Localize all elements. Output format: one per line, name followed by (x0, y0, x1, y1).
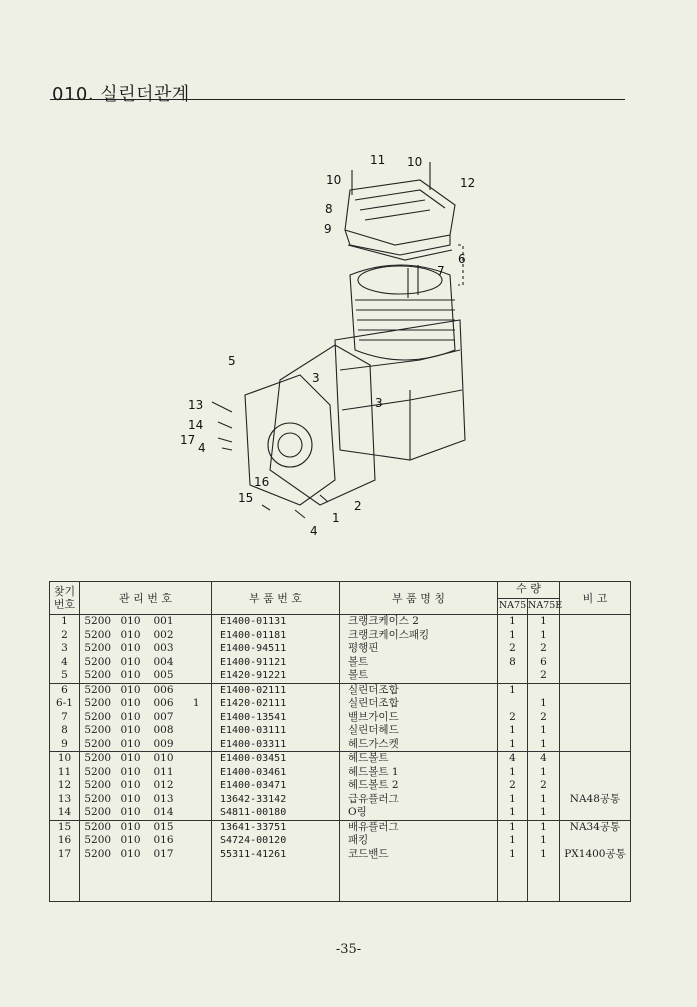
row-part-no: E1400-03451 (220, 753, 287, 764)
row-mgmt-4 (182, 724, 212, 738)
exploded-view-diagram (170, 150, 490, 540)
row-qty-na75: 1 (509, 737, 516, 750)
row-find-no: 11 (57, 765, 72, 778)
row-qty-na75e: 6 (540, 655, 547, 668)
row-mgmt-3-column (146, 683, 182, 752)
row-find-no-column (50, 683, 80, 752)
callout-17: 17 (180, 433, 196, 447)
row-part-no: 13641-33751 (220, 821, 287, 833)
row-qty-na75e: 1 (540, 737, 547, 750)
row-mgmt-4 (182, 629, 212, 643)
callout-7: 7 (437, 264, 445, 278)
header-part-no: 부 품 번 호 (212, 582, 340, 615)
row-mgmt-2: 010 (120, 834, 141, 846)
row-part-no: S4811-00180 (220, 807, 287, 818)
row-part-name: 헤드가스켓 (348, 737, 399, 750)
row-mgmt-4 (182, 752, 212, 766)
row-mgmt-3: 015 (153, 820, 174, 833)
row-mgmt-3: 009 (153, 737, 174, 750)
row-mgmt-2-column (116, 820, 146, 901)
row-mgmt-3: 007 (153, 710, 174, 723)
row-qty-na75: 1 (509, 765, 516, 778)
row-find-no: 7 (61, 710, 68, 723)
row-qty-na75e: 1 (540, 806, 547, 818)
row-part-name: 평행핀 (348, 642, 379, 654)
row-mgmt-3: 013 (153, 792, 174, 805)
callout-15: 15 (238, 491, 254, 505)
row-find-no: 4 (61, 655, 68, 668)
row-mgmt-2: 010 (120, 737, 141, 750)
row-qty-na75e: 2 (540, 710, 547, 723)
row-mgmt-3: 008 (153, 724, 174, 736)
callout-11: 11 (370, 153, 386, 167)
row-qty-na75e: 1 (540, 628, 547, 641)
callout-9: 9 (324, 222, 332, 236)
row-mgmt-4 (182, 793, 212, 807)
row-mgmt-1: 5200 (84, 806, 112, 818)
row-part-name: 실린더헤드 (348, 724, 399, 736)
row-mgmt-4 (182, 684, 212, 698)
row-mgmt-1: 5200 (84, 724, 112, 736)
row-mgmt-2: 010 (120, 615, 141, 627)
row-part-no-column (212, 752, 340, 821)
callout-4b: 4 (310, 524, 318, 538)
row-part-no: E1400-03471 (220, 780, 287, 791)
row-part-name: 밸브가이드 (348, 710, 399, 723)
table-row-group (50, 752, 631, 821)
row-remarks (560, 629, 630, 643)
row-mgmt-3: 006 (153, 683, 174, 696)
row-qty-na75e: 1 (540, 792, 547, 805)
row-remarks (560, 697, 630, 711)
row-qty-na75-column (498, 615, 528, 684)
row-part-no: E1400-03461 (220, 766, 287, 778)
row-mgmt-2: 010 (120, 669, 141, 681)
row-find-no: 8 (61, 724, 68, 736)
row-qty-na75: 2 (509, 642, 516, 654)
row-mgmt-2-column (116, 615, 146, 684)
row-mgmt-3: 012 (153, 779, 174, 791)
row-mgmt-4 (182, 766, 212, 780)
row-part-name-column (340, 615, 498, 684)
callout-16: 16 (254, 475, 270, 489)
callout-10a: 10 (407, 155, 423, 169)
row-qty-na75e: 1 (540, 834, 547, 846)
row-qty-na75: 1 (509, 792, 516, 805)
row-mgmt-1: 5200 (84, 628, 112, 641)
row-qty-na75e: 1 (540, 724, 547, 736)
row-remarks: PX1400공통 (564, 847, 626, 860)
row-mgmt-2: 010 (120, 697, 141, 709)
row-mgmt-4: 1 (192, 697, 200, 709)
row-mgmt-4 (182, 848, 212, 862)
row-part-no-column (212, 683, 340, 752)
row-part-name: 배유플러그 (348, 820, 399, 833)
row-mgmt-4 (182, 642, 212, 656)
row-part-name: 크랭크케이스패킹 (348, 628, 430, 641)
row-find-no: 2 (61, 628, 68, 641)
row-find-no: 12 (57, 779, 72, 791)
row-mgmt-2-column (116, 683, 146, 752)
row-qty-na75e (528, 684, 559, 698)
table-row-group (50, 615, 631, 684)
callout-2: 2 (354, 499, 362, 513)
row-part-no: E1400-01131 (220, 616, 287, 627)
row-mgmt-4 (182, 834, 212, 848)
page-number: -35- (335, 942, 362, 957)
row-qty-na75e: 1 (540, 847, 547, 860)
row-mgmt-1: 5200 (84, 752, 112, 764)
row-mgmt-1: 5200 (84, 737, 112, 750)
row-part-name: 실린더조합 (348, 697, 399, 709)
header-qty-na75: NA75 (498, 598, 528, 615)
row-part-name: 볼트 (348, 669, 369, 681)
row-find-no-column (50, 615, 80, 684)
row-remarks-column (560, 752, 631, 821)
callout-1: 1 (332, 511, 340, 525)
title-underline (50, 99, 625, 100)
row-mgmt-4-column (182, 683, 212, 752)
row-remarks (560, 752, 630, 766)
callout-3b: 3 (375, 396, 383, 410)
row-qty-na75: 4 (509, 752, 516, 764)
row-mgmt-3: 005 (153, 669, 174, 681)
row-remarks (560, 806, 630, 820)
row-qty-na75e: 1 (540, 820, 547, 833)
row-remarks: NA48공통 (569, 792, 621, 805)
row-mgmt-3-column (146, 820, 182, 901)
row-qty-na75e: 2 (540, 669, 547, 681)
row-part-name: 급유플러그 (348, 792, 399, 805)
callout-8: 8 (325, 202, 333, 216)
row-remarks (560, 779, 630, 793)
row-mgmt-4-column (182, 820, 212, 901)
row-mgmt-2: 010 (120, 683, 141, 696)
row-mgmt-3: 017 (153, 847, 174, 860)
row-qty-na75e: 1 (540, 615, 547, 627)
row-qty-na75-column (498, 683, 528, 752)
row-qty-na75: 2 (509, 710, 516, 723)
row-mgmt-2: 010 (120, 724, 141, 736)
row-part-name: O링 (348, 806, 367, 818)
row-remarks: NA34공통 (569, 820, 621, 833)
row-mgmt-2-column (116, 752, 146, 821)
row-find-no: 6-1 (56, 697, 73, 709)
row-find-no: 17 (57, 847, 72, 860)
row-mgmt-1: 5200 (84, 710, 112, 723)
row-mgmt-4 (182, 615, 212, 629)
row-find-no: 6 (61, 683, 68, 696)
header-mgmt-no: 관 리 번 호 (80, 582, 212, 615)
row-part-name: 헤드볼트 (348, 752, 389, 764)
row-mgmt-1: 5200 (84, 669, 112, 681)
row-mgmt-2: 010 (120, 628, 141, 641)
row-mgmt-1: 5200 (84, 779, 112, 791)
row-mgmt-4 (182, 669, 212, 683)
row-mgmt-2: 010 (120, 765, 141, 778)
row-mgmt-1: 5200 (84, 697, 112, 709)
row-mgmt-3: 003 (153, 642, 174, 654)
row-part-no: E1400-91121 (220, 656, 287, 668)
row-part-name: 볼트 (348, 655, 369, 668)
callout-6: 6 (458, 252, 466, 266)
parts-table (49, 581, 631, 902)
row-part-name: 헤드볼트 1 (348, 765, 399, 778)
row-mgmt-2: 010 (120, 779, 141, 791)
row-qty-na75: 8 (509, 655, 516, 668)
row-mgmt-3: 002 (153, 628, 174, 641)
row-part-no: E1400-02111 (220, 684, 287, 696)
row-part-no: E1400-94511 (220, 643, 287, 654)
row-qty-na75: 1 (509, 615, 516, 627)
row-remarks (560, 724, 630, 738)
row-mgmt-1: 5200 (84, 792, 112, 805)
row-part-name: 코드밴드 (348, 847, 389, 860)
row-mgmt-1: 5200 (84, 642, 112, 654)
row-find-no: 14 (57, 806, 72, 818)
table-row-group (50, 820, 631, 901)
row-part-no: E1420-02111 (220, 698, 287, 709)
row-qty-na75: 1 (509, 724, 516, 736)
row-mgmt-2: 010 (120, 806, 141, 818)
row-qty-na75e-column (528, 752, 560, 821)
row-mgmt-3: 001 (153, 615, 174, 627)
row-mgmt-2: 010 (120, 820, 141, 833)
row-mgmt-1-column (80, 820, 116, 901)
header-qty: 수 량 (498, 582, 560, 599)
engine-drawing (170, 150, 490, 540)
row-part-no: S4724-00120 (220, 835, 287, 846)
row-qty-na75: 1 (509, 820, 516, 833)
row-mgmt-1-column (80, 683, 116, 752)
row-mgmt-2: 010 (120, 710, 141, 723)
row-mgmt-4 (182, 738, 212, 752)
header-find-no: 찾기 번호 (50, 582, 80, 615)
row-qty-na75 (498, 669, 527, 683)
row-mgmt-4 (182, 821, 212, 835)
row-remarks (560, 766, 630, 780)
row-part-no: E1400-01181 (220, 629, 287, 641)
row-find-no: 3 (61, 642, 68, 654)
callout-10b: 10 (326, 173, 342, 187)
row-mgmt-1: 5200 (84, 655, 112, 668)
row-qty-na75: 1 (509, 683, 516, 696)
row-qty-na75-column (498, 752, 528, 821)
row-remarks (560, 656, 630, 670)
row-mgmt-2: 010 (120, 642, 141, 654)
row-remarks (560, 711, 630, 725)
row-qty-na75e: 2 (540, 779, 547, 791)
row-find-no: 15 (57, 820, 72, 833)
row-mgmt-1: 5200 (84, 820, 112, 833)
row-mgmt-4-column (182, 615, 212, 684)
row-mgmt-1: 5200 (84, 615, 112, 627)
row-find-no: 5 (61, 669, 68, 681)
row-mgmt-2: 010 (120, 792, 141, 805)
row-mgmt-4 (182, 806, 212, 820)
row-remarks (560, 642, 630, 656)
row-mgmt-1: 5200 (84, 765, 112, 778)
row-remarks-column (560, 683, 631, 752)
row-remarks (560, 669, 630, 683)
row-part-name-column (340, 820, 498, 901)
row-part-name-column (340, 752, 498, 821)
row-mgmt-1: 5200 (84, 847, 112, 860)
row-part-no-column (212, 615, 340, 684)
callout-5: 5 (228, 354, 236, 368)
row-find-no: 9 (61, 737, 68, 750)
row-qty-na75e: 1 (540, 765, 547, 778)
callout-12: 12 (460, 176, 476, 190)
callout-4a: 4 (198, 441, 206, 455)
row-mgmt-3: 010 (153, 752, 174, 764)
row-mgmt-1: 5200 (84, 834, 112, 846)
row-mgmt-4 (182, 779, 212, 793)
row-qty-na75 (498, 697, 527, 711)
row-part-no: E1400-03311 (220, 738, 287, 750)
row-qty-na75e-column (528, 615, 560, 684)
row-mgmt-4 (182, 656, 212, 670)
row-qty-na75e: 4 (540, 752, 547, 764)
row-mgmt-4-column (182, 752, 212, 821)
row-qty-na75-column (498, 820, 528, 901)
header-part-name: 부 품 명 칭 (340, 582, 498, 615)
row-part-no: 13642-33142 (220, 793, 287, 805)
row-find-no-column (50, 820, 80, 901)
header-qty-na75e: NA75E (528, 598, 560, 615)
row-mgmt-2: 010 (120, 847, 141, 860)
row-part-name: 헤드볼트 2 (348, 779, 399, 791)
row-mgmt-1-column (80, 752, 116, 821)
row-find-no: 16 (57, 834, 72, 846)
section-title: 010. 실린더관계 (52, 84, 190, 105)
row-qty-na75: 1 (509, 628, 516, 641)
row-mgmt-4 (182, 711, 212, 725)
row-find-no-column (50, 752, 80, 821)
row-find-no: 13 (57, 792, 72, 805)
row-mgmt-1: 5200 (84, 683, 112, 696)
row-find-no: 1 (61, 615, 68, 627)
row-part-no: E1400-03111 (220, 725, 287, 736)
callout-3a: 3 (312, 371, 320, 385)
row-qty-na75: 1 (509, 847, 516, 860)
row-mgmt-2: 010 (120, 752, 141, 764)
row-qty-na75e: 1 (540, 697, 547, 709)
row-qty-na75: 1 (509, 834, 516, 846)
row-remarks-column (560, 820, 631, 901)
row-remarks (560, 738, 630, 752)
row-part-name: 실린더조합 (348, 683, 399, 696)
header-remarks: 비 고 (560, 582, 631, 615)
row-remarks-column (560, 615, 631, 684)
row-remarks (560, 834, 630, 848)
row-find-no: 10 (57, 752, 72, 764)
callout-13: 13 (188, 398, 204, 412)
row-mgmt-3: 004 (153, 655, 174, 668)
row-qty-na75: 2 (509, 779, 516, 791)
row-mgmt-3: 006 (153, 697, 174, 709)
row-mgmt-1-column (80, 615, 116, 684)
row-mgmt-2: 010 (120, 655, 141, 668)
row-qty-na75e-column (528, 820, 560, 901)
row-part-no-column (212, 820, 340, 901)
row-mgmt-3-column (146, 615, 182, 684)
row-mgmt-3: 016 (153, 834, 174, 846)
row-part-no: E1420-91221 (220, 670, 287, 681)
row-remarks (560, 615, 630, 629)
row-qty-na75e-column (528, 683, 560, 752)
row-part-name: 크랭크케이스 2 (348, 615, 419, 627)
row-part-no: E1400-13541 (220, 711, 287, 723)
row-part-name-column (340, 683, 498, 752)
row-mgmt-3: 014 (153, 806, 174, 818)
callout-14: 14 (188, 418, 204, 432)
table-row-group (50, 683, 631, 752)
row-remarks (560, 684, 630, 698)
row-part-no: 55311-41261 (220, 848, 287, 860)
row-part-name: 패킹 (348, 834, 369, 846)
row-qty-na75: 1 (509, 806, 516, 818)
row-mgmt-3-column (146, 752, 182, 821)
row-qty-na75e: 2 (540, 642, 547, 654)
row-mgmt-3: 011 (153, 765, 174, 778)
